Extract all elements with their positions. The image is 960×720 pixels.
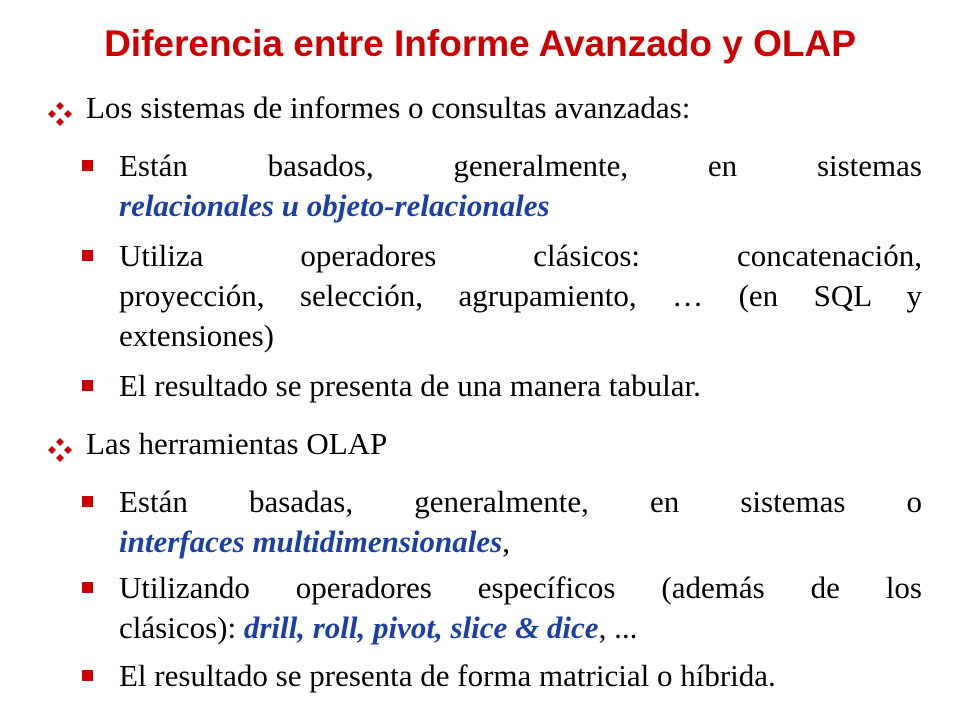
item-text: El resultado se presenta de forma matricial o híbrida. [119,658,776,693]
item-text: clásicos): [119,610,244,645]
item-text: Están basadas, generalmente, en sistemas o [119,484,922,519]
section-heading-text: Los sistemas de informes o consultas avanzadas: [86,90,691,125]
square-bullet-icon [82,380,93,391]
diamond-bullet-icon [48,96,72,120]
square-bullet-icon [82,496,93,507]
square-bullet-icon [82,582,93,593]
item-text: Están basados, generalmente, en sistemas [119,148,922,183]
slide-title: Diferencia entre Informe Avanzado y OLAP [104,23,856,64]
item-emphasis: interfaces multidimensionales [119,524,503,559]
item-text: Utilizando operadores específicos (además de los [119,570,922,605]
item-text: Utiliza operadores clásicos: concatenación, [119,238,922,273]
square-bullet-icon [82,250,93,261]
square-bullet-icon [82,160,93,171]
list-item [82,482,922,562]
item-text: El resultado se presenta de una manera tabular. [119,368,701,403]
list-item [82,656,922,696]
diamond-bullet-icon [48,432,72,456]
list-item [82,568,922,648]
section-heading-text: Las herramientas OLAP [86,426,388,461]
list-item [82,146,922,226]
item-text: extensiones) [119,318,274,353]
item-text: proyección, selección, agrupamiento, … (en SQL y [119,278,922,313]
list-item [82,236,922,356]
list-item [82,366,922,406]
item-emphasis: drill, roll, pivot, slice & dice [243,610,599,645]
item-emphasis: relacionales u objeto-relacionales [119,188,550,223]
item-text: , [502,524,510,559]
item-text: , ... [598,610,638,645]
square-bullet-icon [82,670,93,681]
